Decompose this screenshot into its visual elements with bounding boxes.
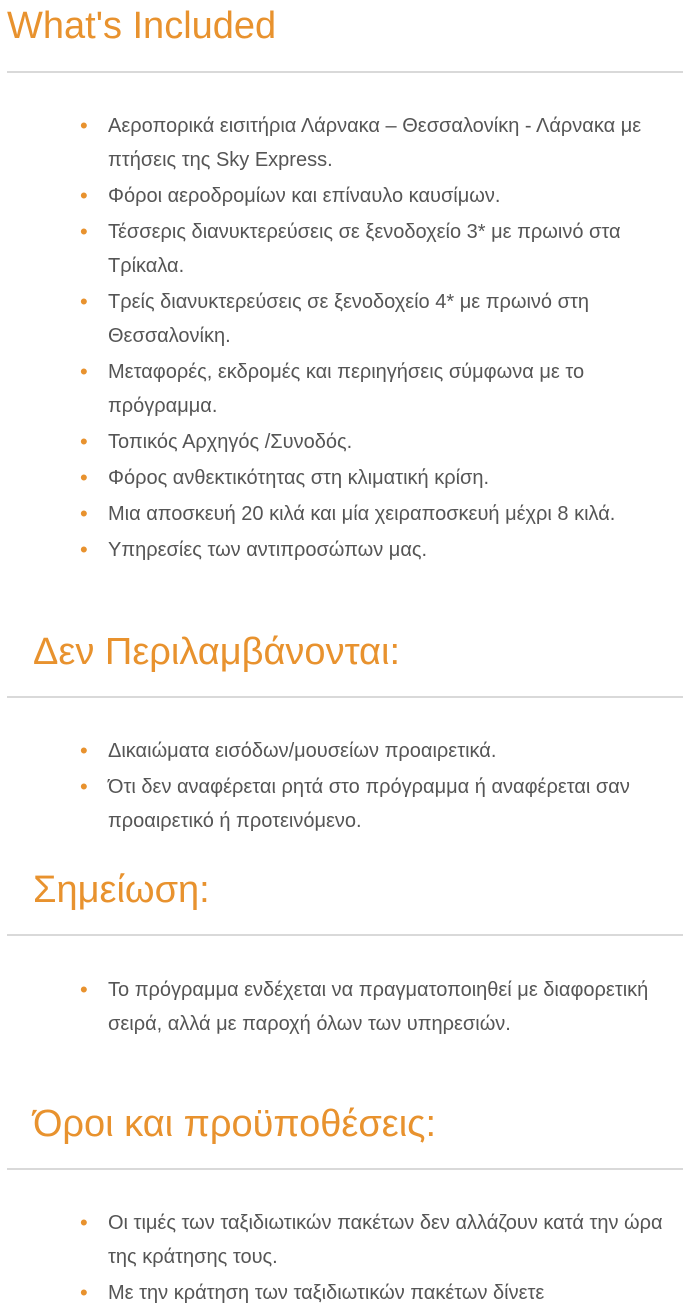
- list-item: [0, 109, 683, 177]
- list-item: [0, 355, 683, 423]
- list-item: [0, 1206, 683, 1274]
- list-item-text: Δικαιώματα εισόδων/μουσείων προαιρετικά.: [108, 740, 497, 762]
- list-item-text: Με την κράτηση των ταξιδιωτικών πακέτων δίνετε: [108, 1282, 545, 1304]
- bullet-icon: •: [80, 359, 88, 384]
- bullet-icon: •: [80, 1280, 88, 1305]
- list-item: [0, 461, 683, 495]
- bullet-icon: •: [80, 738, 88, 763]
- bullet-icon: •: [80, 289, 88, 314]
- list-item: [0, 734, 683, 768]
- list-item-text: Μεταφορές, εκδρομές και περιηγήσεις σύμφωνα με το πρόγραμμα.: [108, 361, 585, 417]
- included-list: [0, 109, 683, 569]
- list-item: [0, 1276, 683, 1310]
- list-item: [0, 497, 683, 531]
- bullet-icon: •: [80, 774, 88, 799]
- list-item: [0, 770, 683, 838]
- list-item-text: Το πρόγραμμα ενδέχεται να πραγματοποιηθεί με διαφορετική σειρά, αλλά με παροχή όλων των υπηρεσιών.: [108, 979, 649, 1035]
- list-item-text: Τέσσερις διανυκτερεύσεις σε ξενοδοχείο 3* με πρωινό στα Τρίκαλα.: [108, 221, 621, 277]
- list-item: [0, 179, 683, 213]
- list-item-text: Υπηρεσίες των αντιπροσώπων μας.: [108, 539, 428, 561]
- list-item-text: Φόρος ανθεκτικότητας στη κλιματική κρίση.: [108, 467, 490, 489]
- bullet-icon: •: [80, 465, 88, 490]
- list-item-text: Οι τιμές των ταξιδιωτικών πακέτων δεν αλλάζουν κατά την ώρα της κράτησης τους.: [108, 1212, 663, 1268]
- list-item: [0, 973, 683, 1041]
- list-item-text: Ότι δεν αναφέρεται ρητά στο πρόγραμμα ή αναφέρεται σαν προαιρετικό ή προτεινόμενο.: [108, 776, 630, 832]
- list-item-text: Τοπικός Αρχηγός /Συνοδός.: [108, 431, 353, 453]
- bullet-icon: •: [80, 537, 88, 562]
- section-divider: [7, 696, 683, 698]
- section-title: Δεν Περιλαμβάνονται:: [33, 631, 401, 673]
- section-title: What's Included: [7, 5, 277, 47]
- not-included-list: [0, 734, 683, 840]
- section-divider: [7, 1168, 683, 1170]
- bullet-icon: •: [80, 1210, 88, 1235]
- list-item-text: Φόροι αεροδρομίων και επίναυλο καυσίμων.: [108, 185, 501, 207]
- list-item-text: Τρείς διανυκτερεύσεις σε ξενοδοχείο 4* με πρωινό στη Θεσσαλονίκη.: [108, 291, 589, 347]
- list-item-text: Μια αποσκευή 20 κιλά και μία χειραποσκευή μέχρι 8 κιλά.: [108, 503, 616, 525]
- note-list: [0, 973, 683, 1043]
- terms-list: [0, 1206, 683, 1312]
- list-item-text: Αεροπορικά εισιτήρια Λάρνακα – Θεσσαλονίκη - Λάρνακα με πτήσεις της Sky Express.: [108, 115, 642, 171]
- section-title: Σημείωση:: [33, 869, 210, 911]
- list-item: [0, 533, 683, 567]
- section-title: Όροι και προϋποθέσεις:: [33, 1103, 437, 1145]
- bullet-icon: •: [80, 113, 88, 138]
- list-item: [0, 425, 683, 459]
- bullet-icon: •: [80, 501, 88, 526]
- list-item: [0, 215, 683, 283]
- list-item: [0, 285, 683, 353]
- bullet-icon: •: [80, 183, 88, 208]
- bullet-icon: •: [80, 219, 88, 244]
- section-divider: [7, 71, 683, 73]
- section-divider: [7, 934, 683, 936]
- bullet-icon: •: [80, 429, 88, 454]
- bullet-icon: •: [80, 977, 88, 1002]
